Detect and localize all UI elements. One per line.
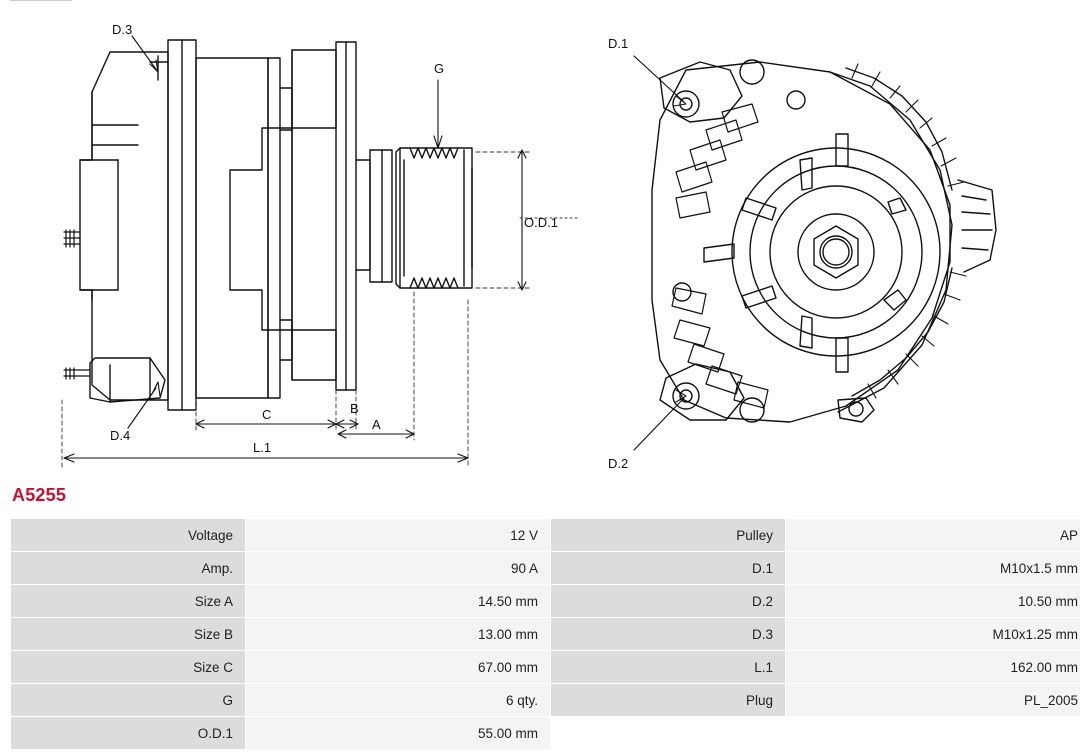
spec-value: PL_2005 <box>786 684 1080 717</box>
table-row <box>11 585 1080 618</box>
callout-b: B <box>350 401 359 416</box>
spec-label: Voltage <box>11 519 246 552</box>
spec-value: 67.00 mm <box>246 651 551 684</box>
table-row <box>11 552 1080 585</box>
callout-c: C <box>262 407 272 422</box>
drive-end-bracket <box>230 128 292 330</box>
callout-od1: O.D.1 <box>524 215 558 230</box>
spec-empty-cell <box>551 717 786 750</box>
callout-d1: D.1 <box>608 36 629 51</box>
spec-label: D.2 <box>551 585 786 618</box>
mounting-hole-lower <box>740 398 764 422</box>
callout-l1: L.1 <box>253 440 272 455</box>
spec-label: L.1 <box>551 651 786 684</box>
spec-label: Pulley <box>551 519 786 552</box>
spec-value: 12 V <box>246 519 551 552</box>
spec-value: AP <box>786 519 1080 552</box>
table-row <box>11 651 1080 684</box>
part-number: A5255 <box>12 485 67 505</box>
spec-value: M10x1.25 mm <box>786 618 1080 651</box>
table-row <box>11 717 1080 750</box>
table-row <box>11 618 1080 651</box>
spec-label: D.3 <box>551 618 786 651</box>
spec-label: Plug <box>551 684 786 717</box>
table-row <box>11 684 1080 717</box>
spec-empty-cell <box>786 717 1080 750</box>
pulley-outer-circle <box>732 148 940 356</box>
mounting-ear-top <box>660 62 742 122</box>
spec-value: 10.50 mm <box>786 585 1080 618</box>
callout-d4: D.4 <box>110 428 131 443</box>
spec-label: Size A <box>11 585 246 618</box>
callout-d2: D.2 <box>608 456 629 471</box>
plug-connector <box>90 358 165 402</box>
pulley-outline <box>396 148 472 288</box>
callout-d3: D.3 <box>112 22 133 37</box>
callout-a: A <box>372 417 381 432</box>
specifications-table <box>10 518 1080 750</box>
spec-value: M10x1.5 mm <box>786 552 1080 585</box>
spec-label: Amp. <box>11 552 246 585</box>
table-row <box>11 519 1080 552</box>
spec-label: D.1 <box>551 552 786 585</box>
stator-housing <box>196 58 268 398</box>
spec-label: Size B <box>11 618 246 651</box>
spec-label: G <box>11 684 246 717</box>
spec-label: O.D.1 <box>11 717 246 750</box>
spec-value: 55.00 mm <box>246 717 551 750</box>
spec-value: 90 A <box>246 552 551 585</box>
spec-value: 6 qty. <box>246 684 551 717</box>
spec-value: 162.00 mm <box>786 651 1080 684</box>
callout-g: G <box>434 61 445 76</box>
rear-boss <box>958 180 996 272</box>
spec-value: 14.50 mm <box>246 585 551 618</box>
mounting-hole-upper <box>740 60 764 84</box>
rear-housing-outline <box>80 52 168 400</box>
spec-value: 13.00 mm <box>246 618 551 651</box>
spec-label: Size C <box>11 651 246 684</box>
